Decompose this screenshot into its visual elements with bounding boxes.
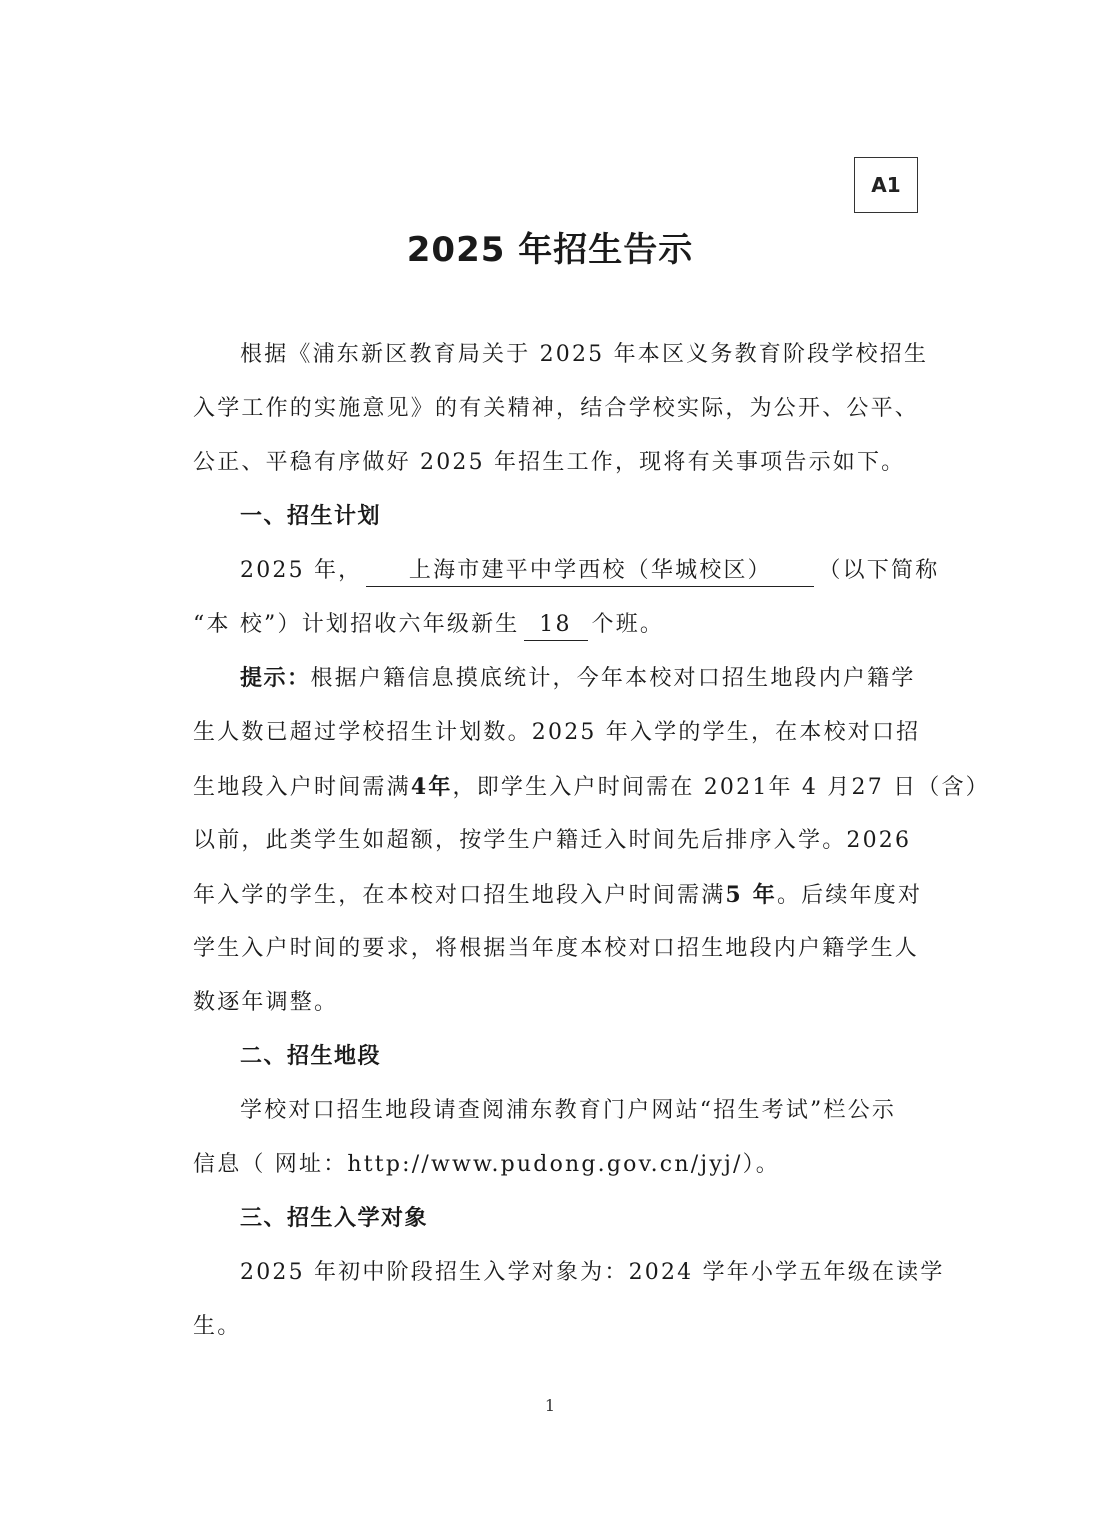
- plan-line2-suffix: 个班。: [591, 612, 665, 637]
- school-name-field: 上海市建平中学西校（华城校区）: [366, 556, 814, 587]
- section-1-heading: 一、招生计划: [240, 504, 382, 529]
- tip-line-4: 以前，此类学生如超额，按学生户籍迁入时间先后排序入学。2026: [193, 828, 912, 853]
- residency-years-5: 5 年: [725, 882, 777, 908]
- page-number: 1: [544, 1396, 556, 1415]
- plan-suffix: （以下简称: [818, 558, 940, 583]
- tip-line-5-a: 年入学的学生，在本校对口招生地段入户时间需满: [193, 883, 726, 908]
- tip-line-3: [193, 760, 990, 814]
- section-3-line-2: 生。: [193, 1314, 242, 1339]
- intro-line-3: 公正、平稳有序做好 2025 年招生工作，现将有关事项告示如下。: [193, 450, 906, 475]
- tip-line-2: 生人数已超过学校招生计划数。2025 年入学的学生，在本校对口招: [193, 720, 921, 745]
- section-3: [193, 1192, 945, 1354]
- section-2-line-2: 信息（ 网址：http://www.pudong.gov.cn/jyj/）。: [193, 1152, 780, 1177]
- section-2: [193, 1030, 921, 1192]
- residency-years-4: 4年: [410, 774, 453, 800]
- tip-line-5-b: 。后续年度对: [776, 883, 923, 908]
- section-3-line-1: 2025 年初中阶段招生入学对象为：2024 学年小学五年级在读学: [240, 1260, 945, 1285]
- plan-prefix: 2025 年，: [240, 558, 363, 583]
- tip-line-1: [193, 652, 921, 706]
- section-2-line-1: 学校对口招生地段请查阅浦东教育门户网站“招生考试”栏公示: [240, 1098, 897, 1123]
- plan-line2-prefix: “本 校”）计划招收六年级新生: [193, 612, 520, 637]
- intro-paragraph: [193, 328, 929, 490]
- intro-line-1: 根据《浦东新区教育局关于 2025 年本区义务教育阶段学校招生: [240, 342, 929, 367]
- section-1: [193, 490, 940, 652]
- tip-line-3-a: 生地段入户时间需满: [193, 775, 411, 800]
- class-count-field: 18: [524, 610, 588, 641]
- tip-paragraph: [193, 652, 990, 1030]
- tip-label: 提示：: [240, 666, 311, 691]
- document-code-badge: A1: [854, 157, 918, 213]
- tip-line-5: [193, 868, 921, 922]
- enrollment-plan-line-1: [193, 544, 940, 598]
- tip-line-6: 学生入户时间的要求，将根据当年度本校对口招生地段内户籍学生人: [193, 936, 920, 961]
- enrollment-plan-line-2: [193, 598, 921, 652]
- section-3-heading: 三、招生入学对象: [240, 1206, 429, 1231]
- page-title: 2025 年招生告示: [406, 230, 694, 270]
- intro-line-2: 入学工作的实施意见》的有关精神，结合学校实际，为公开、公平、: [193, 396, 920, 421]
- tip-line-3-b: ，即学生入户时间需在 2021年 4 月27 日（含）: [452, 775, 990, 800]
- section-2-heading: 二、招生地段: [240, 1044, 382, 1069]
- tip-line-7: 数逐年调整。: [193, 990, 339, 1015]
- tip-line-1-text: 根据户籍信息摸底统计，今年本校对口招生地段内户籍学: [310, 666, 916, 691]
